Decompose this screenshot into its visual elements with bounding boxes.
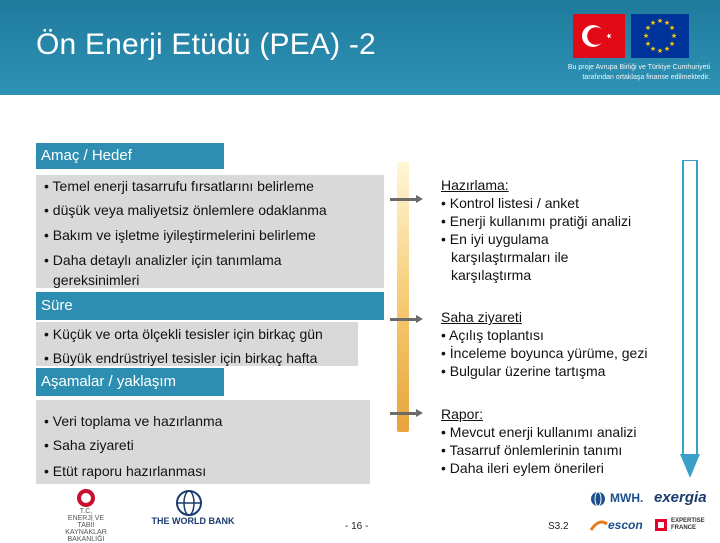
phase-item: • Kontrol listesi / anket (441, 195, 579, 211)
phase-report (441, 405, 637, 477)
globe-icon (176, 490, 202, 516)
expertise-france-text: EXPERTISE FRANCE (671, 518, 705, 531)
mwh-logo (590, 490, 650, 508)
steps-item: • Saha ziyareti (44, 437, 134, 453)
mwh-globe-icon (590, 491, 606, 507)
svg-text:★: ★ (644, 40, 652, 48)
steps-heading: Aşamalar / yaklaşım (36, 368, 224, 396)
phase-heading: Rapor: (441, 406, 484, 422)
svg-text:★: ★ (663, 45, 671, 53)
phase-item: • Mevcut enerji kullanımı analizi (441, 424, 637, 440)
flags (573, 14, 689, 58)
phase-heading: Saha ziyareti (441, 309, 522, 325)
escon-swoosh-icon (590, 518, 608, 532)
ministry-line: TABİİ KAYNAKLAR (65, 522, 107, 536)
svg-text:★: ★ (642, 32, 650, 40)
svg-text:★: ★ (656, 47, 664, 55)
funding-note (520, 63, 710, 83)
svg-text:★: ★ (644, 24, 652, 32)
phase-connector-arrow (390, 198, 418, 201)
duration-item: • Küçük ve orta ölçekli tesisler için birkaç gün (44, 326, 323, 342)
svg-text:★: ★ (649, 19, 657, 27)
phase-site-visit (441, 308, 647, 380)
duration-heading: Süre (36, 292, 384, 320)
turkey-flag-icon (573, 14, 625, 58)
ministry-emblem-icon (76, 488, 96, 508)
phase-item: • Daha ileri eylem önerileri (441, 460, 604, 476)
phase-preparation (441, 176, 631, 284)
phase-heading: Hazırlama: (441, 177, 509, 193)
escon-logo (590, 516, 650, 534)
aim-item: • Temel enerji tasarrufu fırsatlarını belirleme (44, 178, 314, 194)
world-bank-logo (148, 490, 238, 530)
svg-text:★: ★ (649, 45, 657, 53)
phase-connector-arrow (390, 412, 418, 415)
ministry-line: ENERJİ VE (67, 515, 105, 522)
steps-item: • Veri toplama ve hazırlanma (44, 413, 223, 429)
svg-text:★: ★ (656, 17, 664, 25)
slide-code: S3.2 (548, 521, 569, 532)
svg-text:★: ★ (668, 40, 676, 48)
expertise-france-logo (654, 516, 718, 536)
phase-item: • Enerji kullanımı pratiği analizi (441, 213, 632, 229)
phase-item: • İnceleme boyunca yürüme, gezi (441, 345, 648, 361)
aim-item: • Bakım ve işletme iyileştirmelerini belirleme (44, 227, 316, 243)
exergia-logo: exergia (654, 489, 707, 506)
phase-item: karşılaştırma (451, 267, 532, 283)
svg-text:★: ★ (670, 32, 678, 40)
phase-timeline-bar (397, 162, 409, 432)
svg-text:★: ★ (663, 19, 671, 27)
page-number: - 16 - (345, 521, 369, 532)
funding-note-line1: Bu proje Avrupa Birliği ve Türkiye Cumhuriyeti (567, 64, 710, 71)
world-bank-text: THE WORLD BANK (151, 516, 235, 526)
svg-text:★: ★ (668, 24, 676, 32)
phase-item: • Açılış toplantısı (441, 327, 544, 343)
aim-item: gereksinimleri (53, 272, 140, 288)
aim-item: • Daha detaylı analizler için tanımlama (44, 252, 282, 268)
expertise-france-icon (654, 518, 668, 532)
ministry-line: T.C. (79, 508, 93, 515)
mwh-text: MWH. (610, 491, 644, 505)
eu-flag-icon (631, 14, 689, 58)
phase-item: karşılaştırmaları ile (451, 249, 569, 265)
phase-item: • En iyi uygulama (441, 231, 549, 247)
ministry-logo (60, 488, 112, 543)
slide-title: Ön Enerji Etüdü (PEA) -2 (36, 28, 376, 61)
funding-note-line2: tarafından ortaklaşa finanse edilmektedir. (582, 74, 710, 81)
down-arrow-icon (680, 160, 700, 480)
phase-connector-arrow (390, 318, 418, 321)
slide-header (0, 0, 720, 95)
escon-text: escon (608, 518, 643, 532)
aim-heading: Amaç / Hedef (36, 143, 224, 169)
steps-item: • Etüt raporu hazırlanması (44, 463, 207, 479)
phase-item: • Tasarruf önlemlerinin tanımı (441, 442, 623, 458)
aim-item: • düşük veya maliyetsiz önlemlere odaklanma (44, 202, 327, 218)
ministry-line: BAKANLIĞI (67, 536, 105, 543)
phase-item: • Bulgular üzerine tartışma (441, 363, 606, 379)
duration-item: • Büyük endrüstriyel tesisler için birkaç hafta (44, 350, 318, 366)
